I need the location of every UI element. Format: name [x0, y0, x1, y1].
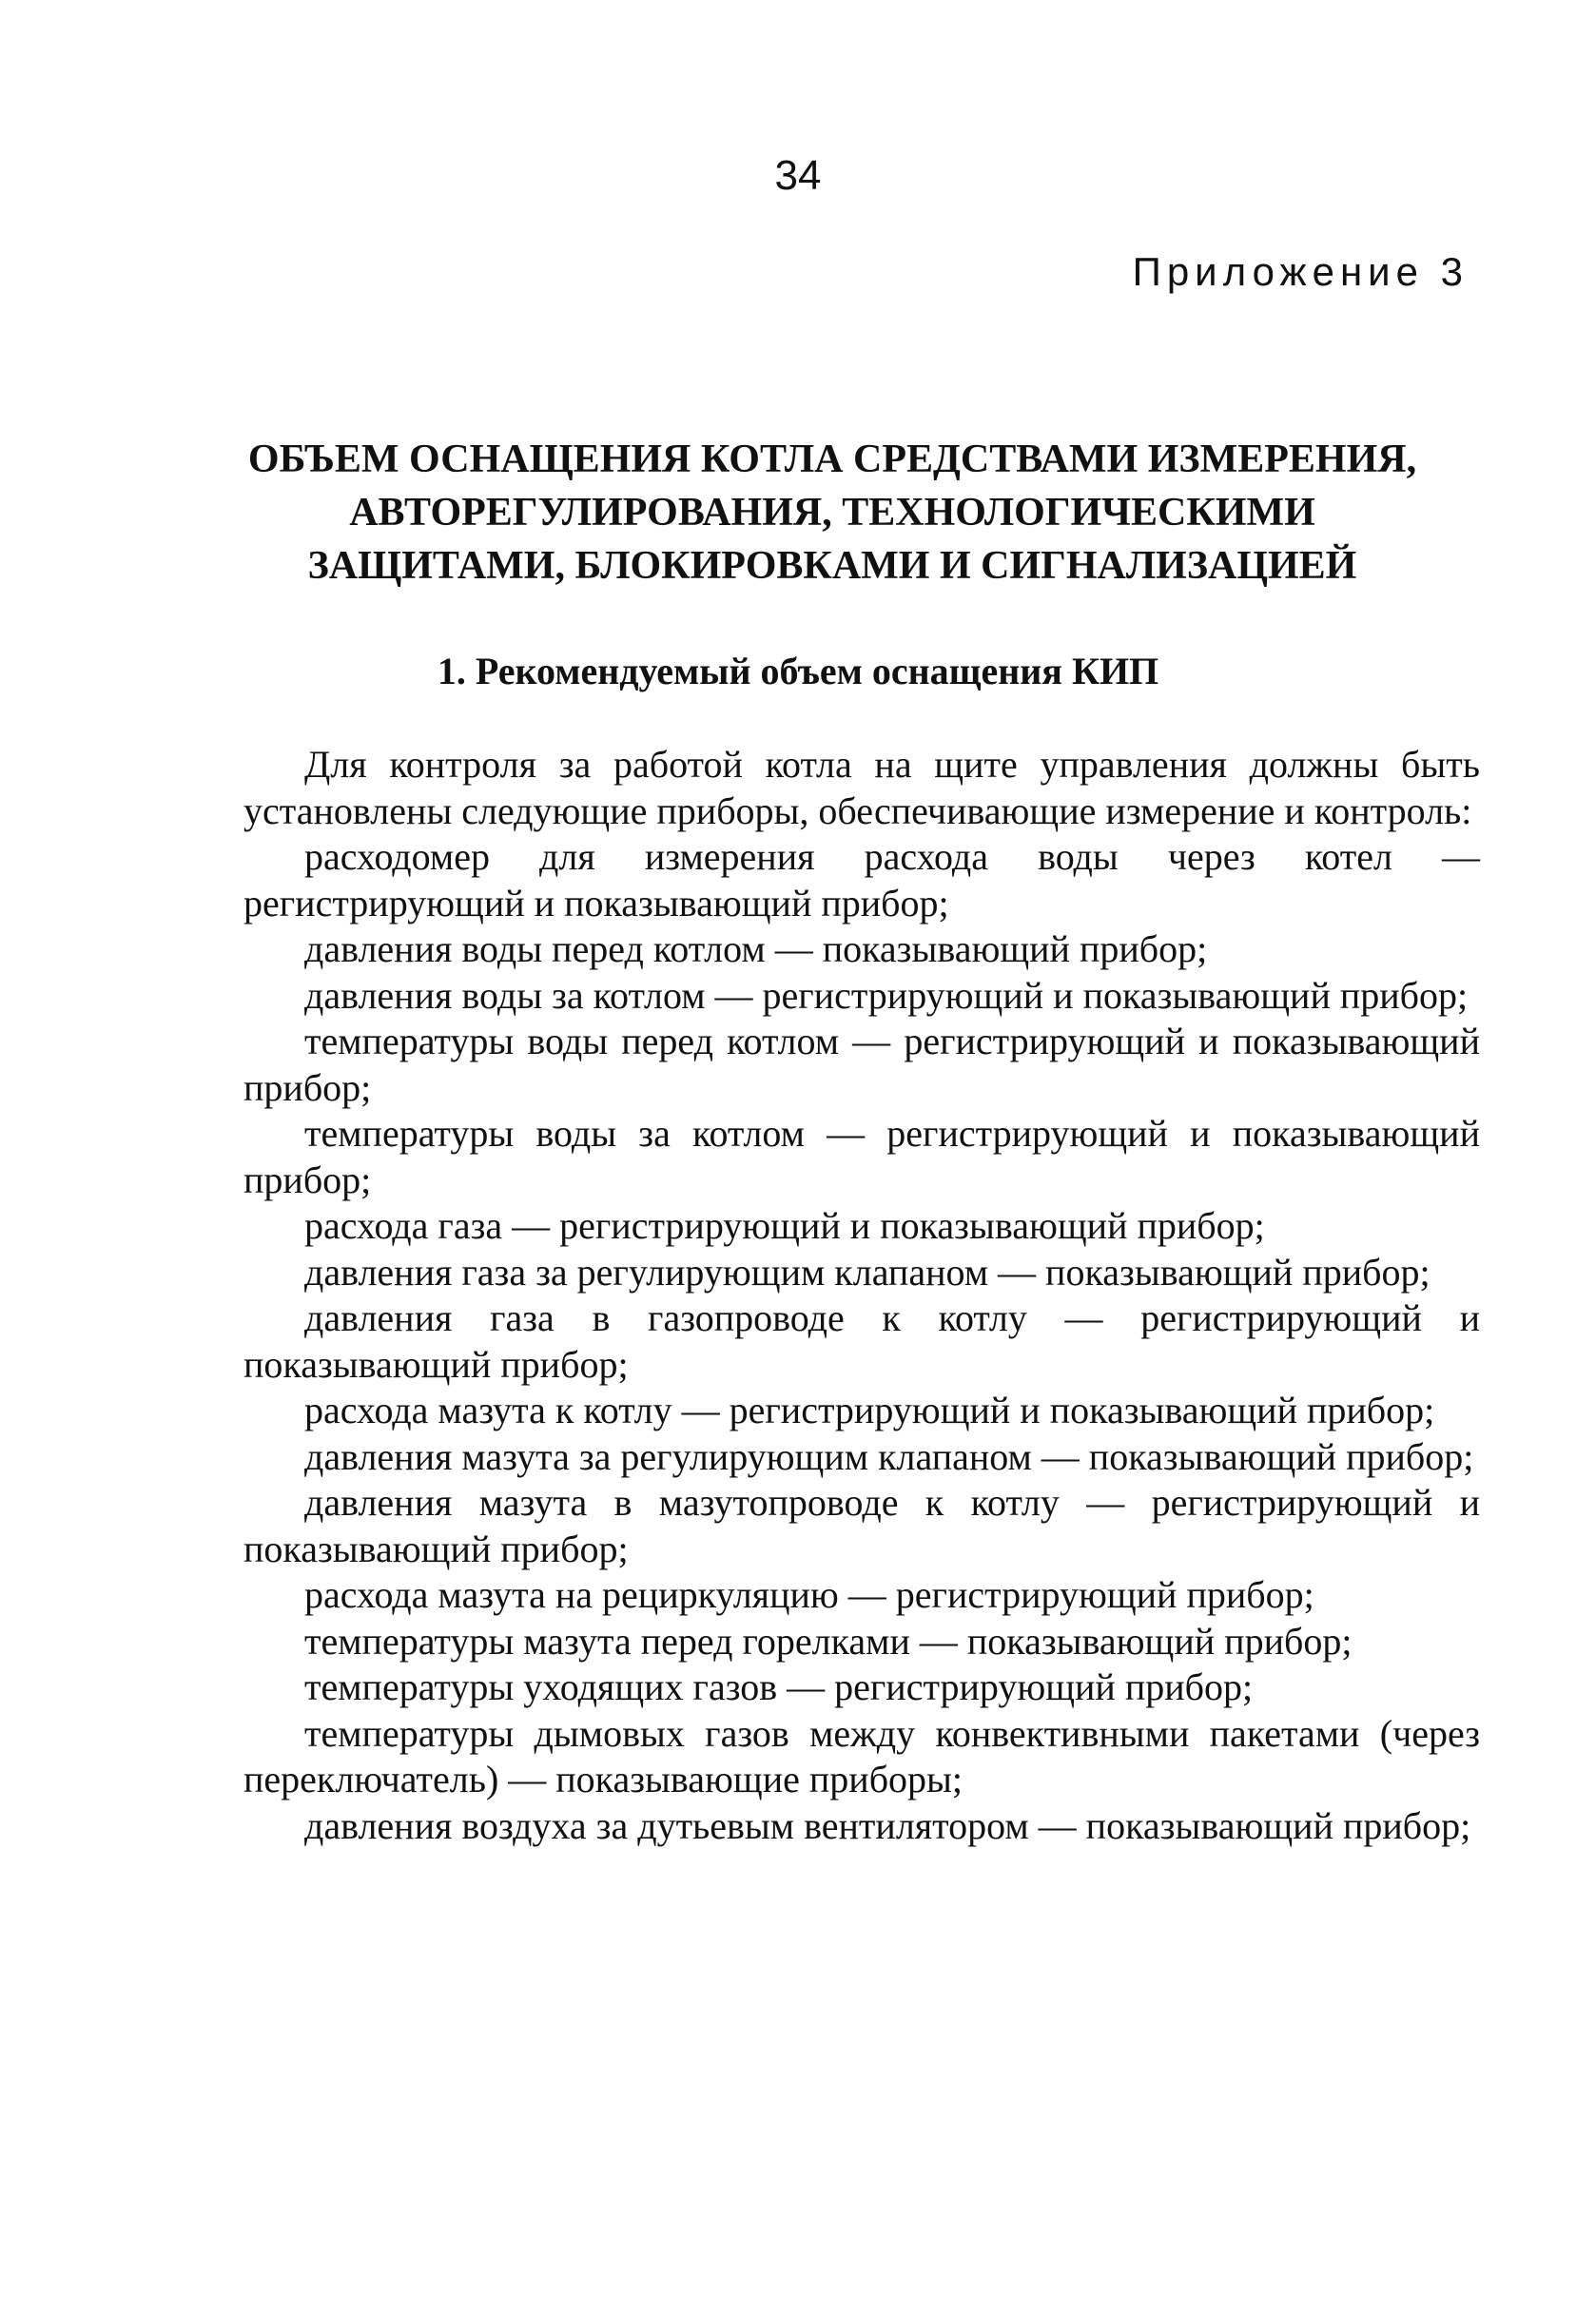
list-item: давления воздуха за дутьевым вентилятором — показывающий прибор; [304, 1803, 1471, 1847]
list-item: температуры мазута перед горелками — показывающий прибор; [304, 1619, 1353, 1663]
list-item: температуры уходящих газов — регистрирующий прибор; [304, 1665, 1254, 1708]
title-line: АВТОРЕГУЛИРОВАНИЯ, ТЕХНОЛОГИЧЕСКИМИ [349, 491, 1315, 535]
list-item: давления мазута за регулирующим клапаном — показывающий прибор; [304, 1434, 1474, 1478]
list-item: расхода мазута к котлу — регистрирующий и показывающий прибор; [304, 1389, 1435, 1431]
list-item: расхода мазута на рециркуляцию — регистрирующий прибор; [304, 1573, 1314, 1616]
section-heading: 1. Рекомендуемый объем оснащения КИП [437, 650, 1159, 692]
body-text [243, 742, 1480, 1849]
list-item: давления воды перед котлом — показывающий прибор; [304, 927, 1208, 970]
list-item: давления воды за котлом — регистрирующий и показывающий прибор; [304, 973, 1469, 1017]
list-item: давления газа за регулирующим клапаном — показывающий прибор; [304, 1250, 1431, 1294]
list-item: давления мазута в мазутопроводе к котлу — регистрирующий и показывающий прибор; [243, 1481, 1480, 1570]
list-item: давления газа в газопроводе к котлу — регистрирующий и показывающий прибор; [243, 1296, 1480, 1386]
list-item: расхода газа — регистрирующий и показывающий прибор; [304, 1204, 1265, 1247]
list-item: расходомер для измерения расхода воды через котел — регистрирующий и показывающий прибор; [243, 835, 1480, 925]
title-line: ЗАЩИТАМИ, БЛОКИРОВКАМИ И СИГНАЛИЗАЦИЕЙ [307, 544, 1357, 588]
page-number: 34 [774, 152, 822, 199]
list-item: температуры дымовых газов между конвективными пакетами (через переключатель) — показывающие приборы; [243, 1711, 1480, 1801]
list-item: температуры воды за котлом — регистрирующий и показывающий прибор; [243, 1112, 1480, 1201]
document-title [190, 433, 1474, 593]
intro-paragraph: Для контроля за работой котла на щите управления должны быть установлены следующие приборы, обеспечивающие измерение и контроль: [243, 743, 1480, 832]
appendix-label: Приложение 3 [1132, 249, 1469, 294]
title-line: ОБЪЕМ ОСНАЩЕНИЯ КОТЛА СРЕДСТВАМИ ИЗМЕРЕНИЯ, [247, 438, 1417, 481]
list-item: температуры воды перед котлом — регистрирующий и показывающий прибор; [243, 1020, 1480, 1109]
